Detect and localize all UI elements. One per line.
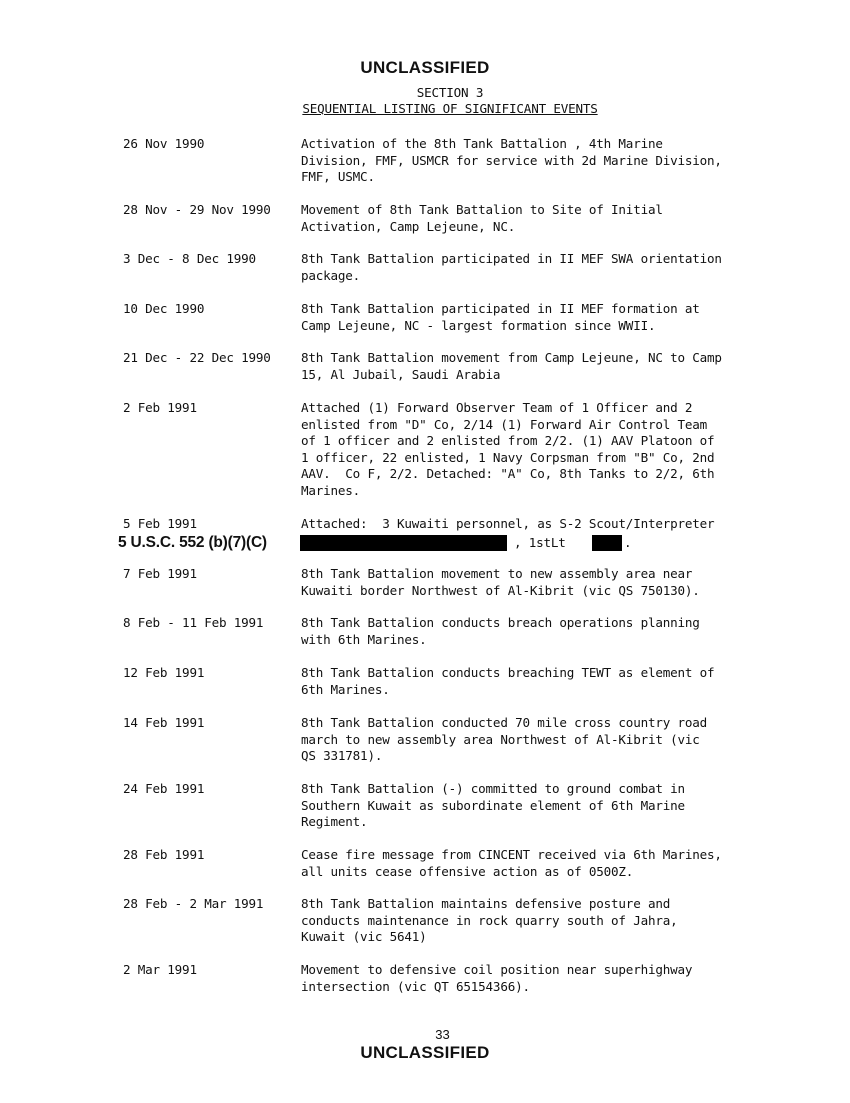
event-description: Attached (1) Forward Observer Team of 1 Officer and 2 enlisted from "D" Co, 2/14 (1) Forward Air Control Team of 1 officer and 2 enlisted from 2/2. (1) AAV Platoon of 1 officer, 22 enlisted, 1 Navy Corpsman from "B" Co, 2nd AAV. Co F, 2/2. Detached: "A" Co, 8th Tanks to 2/2, 6th Marines.	[301, 400, 715, 498]
event-description: 8th Tank Battalion movement to new assembly area near Kuwaiti border Northwest of Al-Kibrit (vic QS 750130).	[301, 566, 700, 598]
redaction-line	[118, 534, 838, 552]
event-date: 28 Feb 1991	[123, 847, 205, 862]
event-description: 8th Tank Battalion conducts breach operations planning with 6th Marines.	[301, 615, 700, 647]
event-date: 3 Dec - 8 Dec 1990	[123, 251, 256, 266]
redaction-bar	[300, 535, 507, 551]
event-date: 8 Feb - 11 Feb 1991	[123, 615, 264, 630]
event-description: 8th Tank Battalion movement from Camp Lejeune, NC to Camp 15, Al Jubail, Saudi Arabia	[301, 350, 722, 382]
section-heading: SECTION 3	[416, 85, 484, 100]
foia-exemption-label: 5 U.S.C. 552 (b)(7)(C)	[118, 534, 267, 551]
event-description: 8th Tank Battalion (-) committed to ground combat in Southern Kuwait as subordinate element of 6th Marine Regiment.	[301, 781, 685, 829]
redaction-rank-text: , 1stLt	[514, 535, 566, 550]
event-description: Activation of the 8th Tank Battalion , 4th Marine Division, FMF, USMCR for service with 2d Marine Division, FMF, USMC.	[301, 136, 722, 184]
event-date: 21 Dec - 22 Dec 1990	[123, 350, 271, 365]
listing-title: SEQUENTIAL LISTING OF SIGNIFICANT EVENTS	[302, 101, 598, 116]
event-date: 28 Nov - 29 Nov 1990	[123, 202, 271, 217]
event-date: 10 Dec 1990	[123, 301, 205, 316]
event-date: 7 Feb 1991	[123, 566, 197, 581]
event-description: Movement to defensive coil position near superhighway intersection (vic QT 65154366).	[301, 962, 693, 994]
event-date: 14 Feb 1991	[123, 715, 205, 730]
event-date: 26 Nov 1990	[123, 136, 205, 151]
bottom-classification-marking: UNCLASSIFIED	[360, 1043, 490, 1062]
event-date: 24 Feb 1991	[123, 781, 205, 796]
page-number: 33	[435, 1027, 450, 1042]
event-description: 8th Tank Battalion conducts breaching TEWT as element of 6th Marines.	[301, 665, 715, 697]
event-date: 2 Feb 1991	[123, 400, 197, 415]
event-date: 12 Feb 1991	[123, 665, 205, 680]
event-description: 8th Tank Battalion maintains defensive posture and conducts maintenance in rock quarry south of Jahra, Kuwait (vic 5641)	[301, 896, 678, 944]
top-classification-marking: UNCLASSIFIED	[360, 58, 490, 77]
event-description: Attached: 3 Kuwaiti personnel, as S-2 Scout/Interpreter	[301, 516, 715, 531]
event-description: Cease fire message from CINCENT received via 6th Marines, all units cease offensive action as of 0500Z.	[301, 847, 722, 879]
event-date: 5 Feb 1991	[123, 516, 197, 531]
event-description: 8th Tank Battalion conducted 70 mile cross country road march to new assembly area Northwest of Al-Kibrit (vic QS 331781).	[301, 715, 708, 763]
event-description: 8th Tank Battalion participated in II MEF formation at Camp Lejeune, NC - largest formation since WWII.	[301, 301, 700, 333]
redaction-bar	[592, 535, 622, 551]
event-description: Movement of 8th Tank Battalion to Site of Initial Activation, Camp Lejeune, NC.	[301, 202, 663, 234]
event-date: 28 Feb - 2 Mar 1991	[123, 896, 264, 911]
redaction-trailing-period: .	[624, 535, 632, 550]
event-description: 8th Tank Battalion participated in II MEF SWA orientation package.	[301, 251, 722, 283]
event-date: 2 Mar 1991	[123, 962, 197, 977]
